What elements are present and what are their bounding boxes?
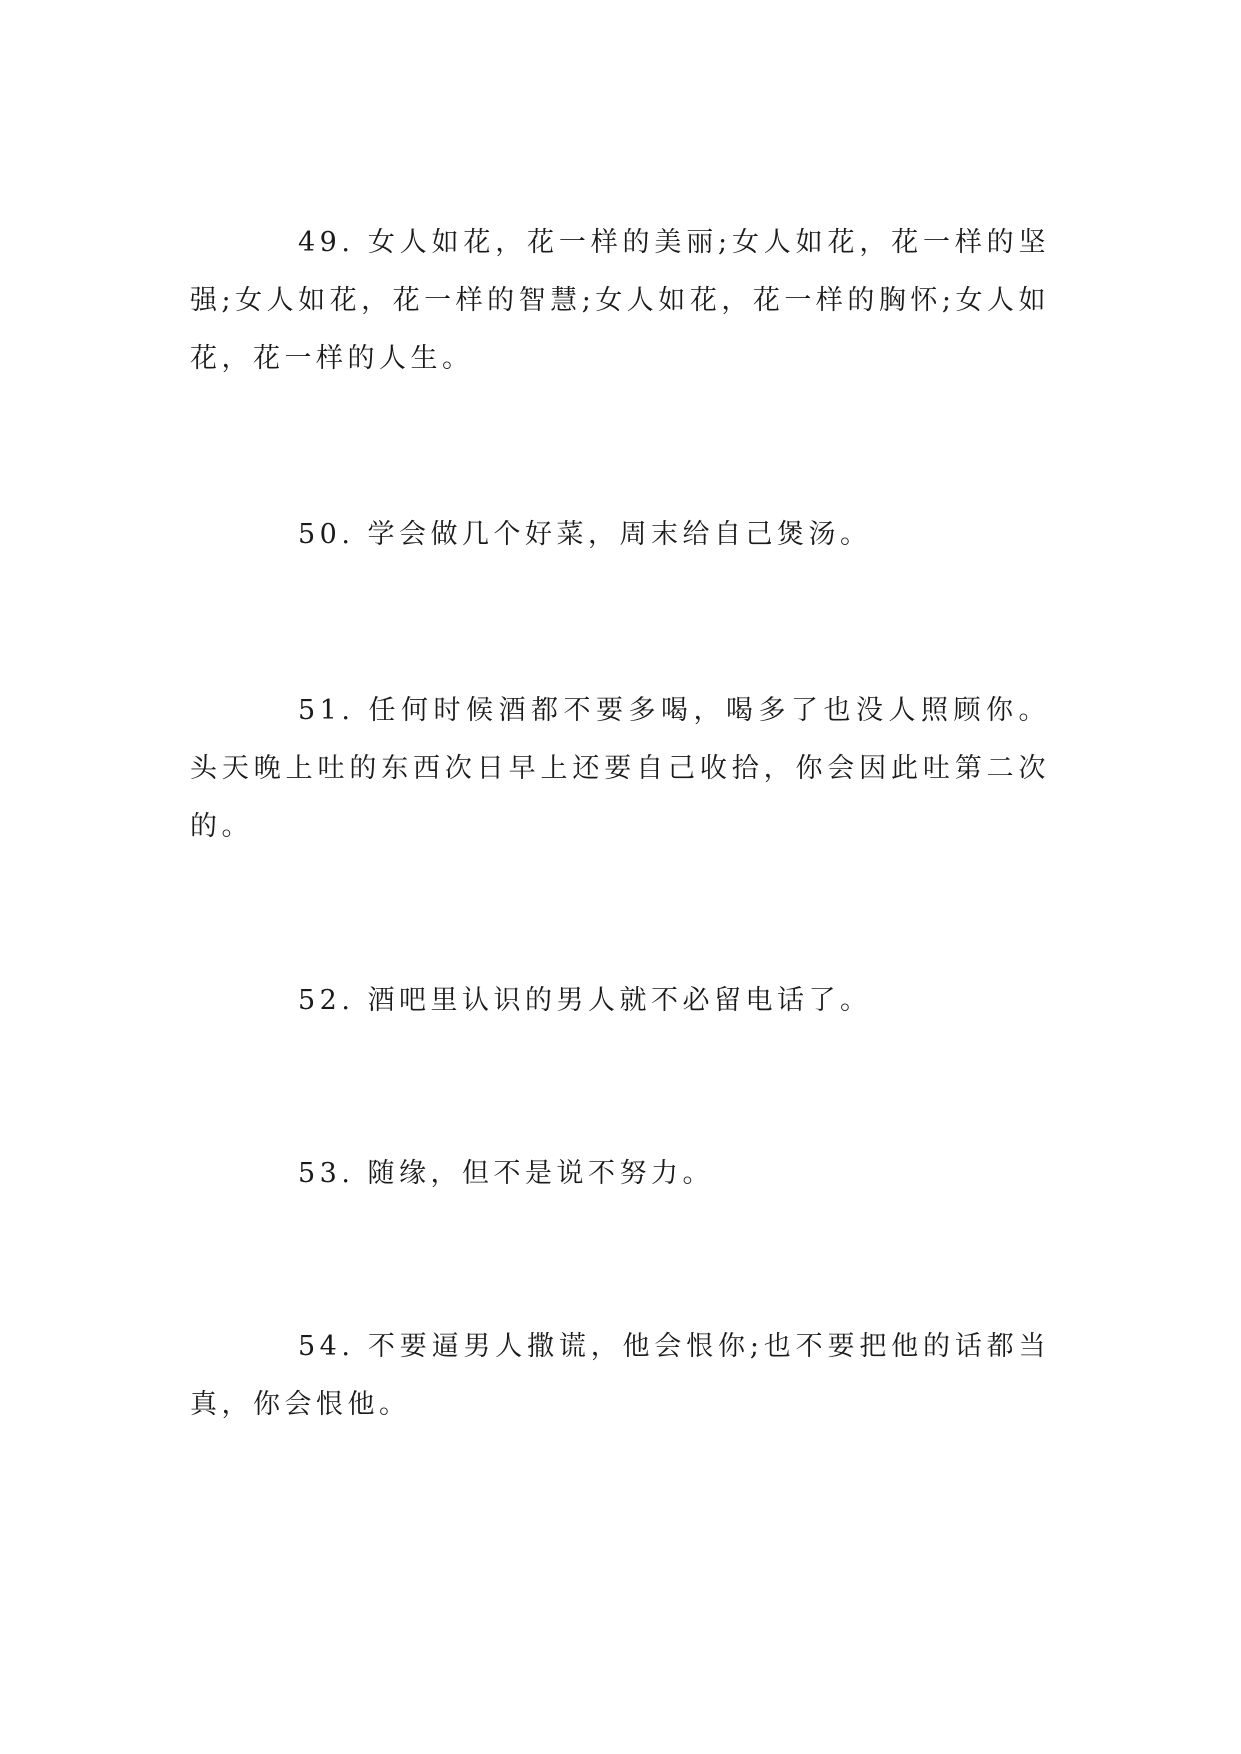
paragraph-50: 50. 学会做几个好菜，周末给自己煲汤。 (298, 519, 872, 550)
paragraph-49: 49. 女人如花，花一样的美丽;女人如花，花一样的坚强;女人如花，花一样的智慧;女人如花，花一样的胸怀;女人如花，花一样的人生。 (190, 227, 1050, 374)
paragraph-53: 53. 随缘，但不是说不努力。 (298, 1158, 715, 1189)
paragraph-52: 52. 酒吧里认识的男人就不必留电话了。 (298, 985, 872, 1016)
paragraph-51: 51. 任何时候酒都不要多喝，喝多了也没人照顾你。头天晚上吐的东西次日早上还要自己收拾，你会因此吐第二次的。 (190, 695, 1050, 842)
paragraph-54: 54. 不要逼男人撒谎，他会恨你;也不要把他的话都当真，你会恨他。 (190, 1331, 1050, 1420)
